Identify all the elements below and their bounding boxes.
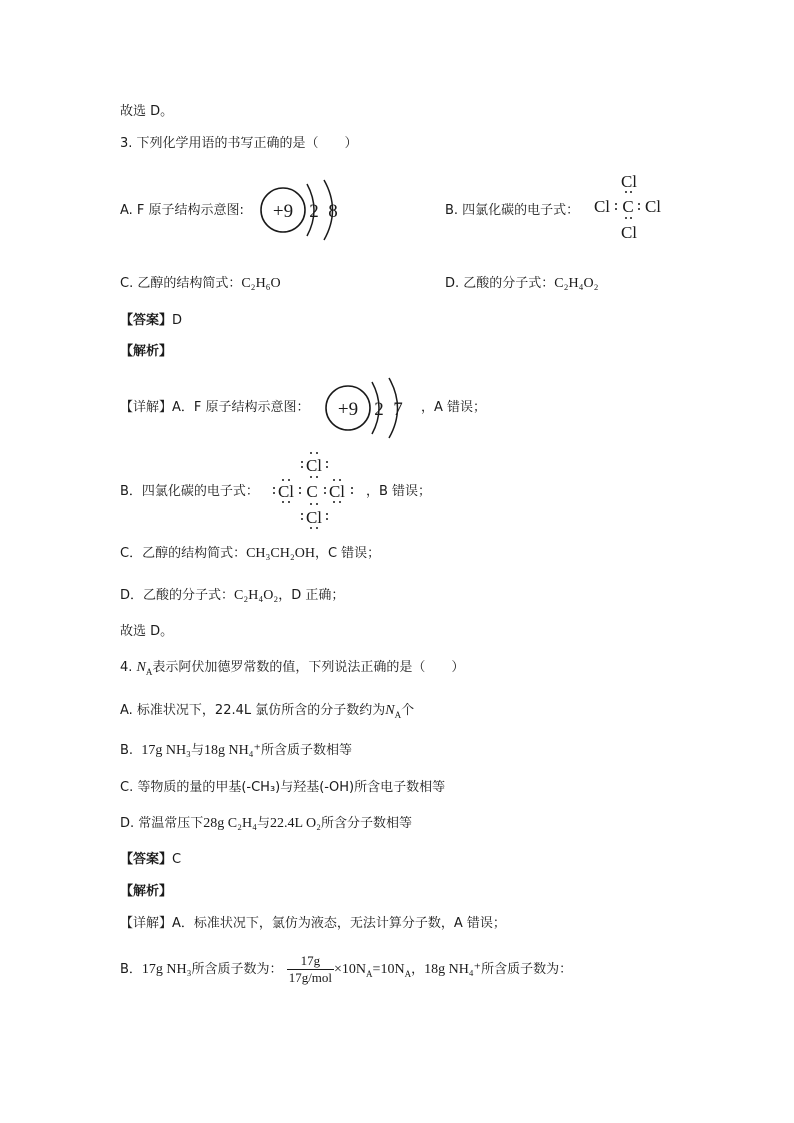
q4-detail-b [120, 952, 572, 992]
right-chlorine: Cl [644, 197, 662, 216]
q3-detail-d-prefix: D．乙酸的分子式： [120, 588, 235, 603]
q3-option-d-formula: C₂H₄O₂ [554, 276, 599, 291]
q3-detail-c-formula: CH₃CH₂OH [246, 546, 315, 561]
fraction-numerator: 17g [287, 953, 334, 970]
q4-option-d-mid: 与 [257, 816, 271, 831]
center-carbon: C [622, 197, 634, 216]
shell-2-electrons: 8 [328, 201, 338, 222]
prev-conclusion: 故选 D。 [120, 104, 174, 119]
q3-option-c-label: C. 乙醇的结构简式： [120, 276, 242, 291]
q3-detail-a-prefix: 【详解】A．F 原子结构示意图： [120, 400, 310, 415]
q3-detail-d [120, 587, 344, 605]
shell-1-electrons: 2 [374, 399, 384, 420]
nucleus-charge: +9 [337, 399, 359, 420]
q4-option-b-nh3: 17g NH₃ [141, 743, 191, 758]
top-chlorine: Cl [305, 456, 323, 475]
q3-detail-c-suffix: ，C 错误； [314, 546, 381, 561]
q4-detail-b-text2: 所含质子数为： [481, 962, 573, 977]
q3-detail-b-prefix: B．四氯化碳的电子式： [120, 484, 259, 499]
bottom-chlorine: Cl [305, 508, 323, 527]
q4-option-b-nh4: 18g NH₄⁺ [203, 743, 261, 758]
q4-option-a [120, 702, 414, 724]
q4-answer-value: C [172, 852, 182, 867]
q4-detail-b-mass2: 18g NH₄⁺ [424, 962, 482, 977]
q3-detail-d-suffix: ，D 正确； [278, 588, 345, 603]
q3-detail-a-atom-diagram [320, 374, 415, 442]
top-chlorine: Cl [620, 172, 638, 191]
q3-conclusion: 故选 D。 [120, 624, 174, 639]
q4-detail-b-mass: 17g NH₃ [141, 962, 192, 977]
q3-option-d-label: D. 乙酸的分子式： [445, 276, 555, 291]
right-chlorine: Cl [328, 482, 346, 501]
q3-analysis-tag: 【解析】 [120, 344, 173, 359]
q4-answer-tag: 【答案】 [120, 852, 173, 867]
q4-option-b [120, 742, 352, 760]
q4-stem [120, 659, 464, 681]
q3-answer [120, 312, 182, 330]
q3-detail-a-suffix: ，A 错误； [421, 400, 487, 415]
q3-option-c [120, 275, 281, 293]
q3-stem: 3. 下列化学用语的书写正确的是（ ） [120, 136, 358, 151]
q3-option-b-label: B. 四氯化碳的电子式： [445, 203, 580, 218]
q3-detail-c-prefix: C．乙醇的结构简式： [120, 546, 247, 561]
center-carbon: C [306, 482, 318, 501]
q4-na-symbol: $N_A$ [136, 660, 153, 677]
bottom-chlorine: Cl [620, 223, 638, 242]
q4-option-d-o2: 22.4L O₂ [270, 816, 322, 831]
q4-option-d-c2h4: 28g C₂H₄ [203, 816, 257, 831]
q3-option-c-formula: C₂H₆O [241, 276, 281, 291]
q4-option-b-end: 所含质子数相等 [260, 743, 352, 758]
shell-2-electrons: 7 [393, 399, 403, 420]
q4-detail-b-prefix: B． [120, 962, 142, 977]
nucleus-charge: +9 [272, 201, 294, 222]
q3-option-b-electron-formula [588, 168, 668, 244]
q4-detail-a: 【详解】A．标准状况下，氯仿为液态，无法计算分子数，A 错误； [120, 916, 506, 931]
q4-detail-b-text: 所含质子数为： [191, 962, 283, 977]
q4-option-a-text: A. 标准状况下，22.4L 氯仿所含的分子数约为 [120, 703, 386, 718]
q4-option-a-end: 个 [401, 703, 415, 718]
shell-1-electrons: 2 [309, 201, 319, 222]
q3-detail-b-electron-formula [270, 450, 360, 530]
q3-detail-c [120, 545, 380, 563]
q4-analysis-tag: 【解析】 [120, 884, 173, 899]
q4-answer [120, 851, 181, 869]
q4-option-c: C. 等物质的量的甲基(-CH₃)与羟基(-OH)所含电子数相等 [120, 780, 446, 795]
q3-answer-value: D [172, 313, 183, 328]
q4-option-d-end: 所含分子数相等 [321, 816, 413, 831]
q4-option-d [120, 815, 412, 833]
q4-number: 4. [120, 660, 133, 675]
q4-option-a-na: $N_A$ [385, 703, 402, 720]
q3-option-d [445, 275, 598, 293]
q3-detail-b-suffix: ，B 错误； [366, 484, 432, 499]
q4-detail-b-comma: ， [411, 962, 425, 977]
q4-detail-b-calc: $\times 10N_A=10N_A$ [334, 962, 412, 979]
q4-option-b-mid: 与 [190, 743, 204, 758]
q3-detail-d-formula: C₂H₄O₂ [234, 588, 279, 603]
q3-option-a-label: A. F 原子结构示意图: [120, 203, 244, 218]
left-chlorine: Cl [593, 197, 611, 216]
left-chlorine: Cl [277, 482, 295, 501]
q4-option-d-prefix: D. 常温常压下 [120, 816, 204, 831]
fraction-denominator: 17g/mol [288, 970, 333, 985]
q3-answer-tag: 【答案】 [120, 313, 173, 328]
q4-detail-b-fraction [287, 953, 334, 986]
q4-stem-text: 表示阿伏加德罗常数的值，下列说法正确的是（ ） [152, 660, 465, 675]
q4-option-b-prefix: B. [120, 743, 134, 758]
q3-option-a-atom-diagram [255, 176, 350, 244]
